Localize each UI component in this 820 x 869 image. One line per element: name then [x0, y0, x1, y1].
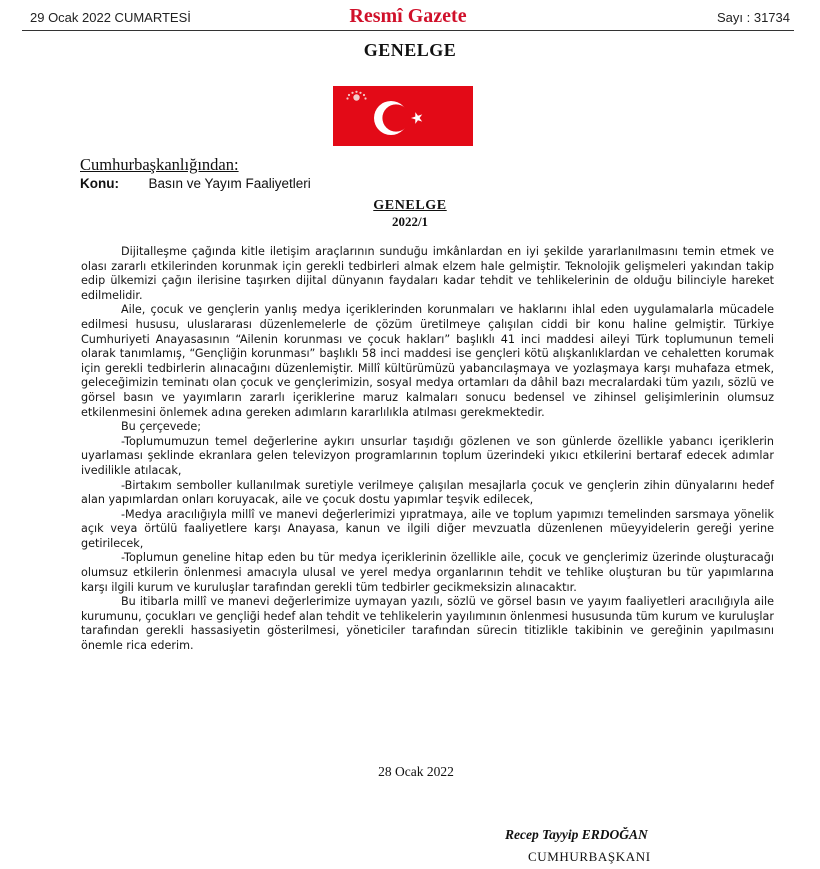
gazette-header [22, 4, 794, 28]
subject-line [80, 176, 311, 193]
paragraph: -Toplumumuzun temel değerlerine aykırı unsurlar taşıdığı gözlenen ve son günlerde özellikle yabancı içeriklerin uyarlaması şeklinde ekranlara gelen televizyon programlarının toplum üzerindeki yıkıcı etkilerini bertaraf edecek adımlar ivedilikle atılacak, [81, 434, 774, 477]
header-date: 29 Ocak 2022 CUMARTESİ [30, 10, 191, 25]
subject-label: Konu: [80, 176, 119, 191]
paragraph: Aile, çocuk ve gençlerin yanlış medya içeriklerinden korunmaları ve haklarını ihlal eden uygulamalarla mücadele edilmesi hususu, uluslararası düzenlemelerle de çözüm üretilmeye çalışılan ciddi bir konu haline gelmiştir. Türkiye Cumhuriyeti Anayasasının “Ailenin korunması ve çocuk hakları” başlıklı 41 inci maddesi aileyi Türk toplumunun temeli olarak tanımlamış, “Gençliğin korunması” başlıklı 58 inci maddesi ise gençleri kötü alışkanlıklardan ve cehaletten korumak için gerekli tedbirlerin alınacağını düzenlemiştir. Millî kültürümüzü yabancılaşmaya ve yozlaşmaya karşı muhafaza etmek, geleceğimizin teminatı olan çocuk ve gençlerimizin, sosyal medya ortamları da dâhil bazı mecralardaki tüm yazılı, sözlü ve görsel basın ve yayımların zararlı içeriklerine maruz kalmaları sonucu bedensel ve zihinsel gelişimlerinin olumsuz etkilenmesini önlemek adına gereken adımların kararlılıkla atılması gerekmektedir. [81, 303, 774, 419]
document-body [81, 245, 774, 654]
signer-title: CUMHURBAŞKANI [528, 849, 651, 864]
header-divider [22, 30, 794, 31]
subject-value: Basın ve Yayım Faaliyetleri [148, 176, 311, 191]
signature-date: 28 Ocak 2022 [378, 764, 454, 779]
issuer-line: Cumhurbaşkanlığından: [80, 155, 239, 174]
section-title: GENELGE [363, 40, 457, 60]
paragraph: Dijitalleşme çağında kitle iletişim araçlarının sunduğu imkânlardan en iyi şekilde yararlanılmasını temin etmek ve olası zararlı etkilerinden korunmak için gerekli tedbirleri almak elzem hale gelmiştir. Teknolojik gelişmeleri yakından takip edip ülkemizi çağın ilerisine taşırken dijital dünyanın faydaları kadar tehdit ve tehlikelerinin de olduğu bilinciyle hareket edilmelidir. [81, 245, 774, 302]
turkish-flag-icon [333, 86, 473, 146]
issue-number: Sayı : 31734 [717, 10, 790, 25]
document-heading: GENELGE [373, 198, 447, 213]
paragraph: -Toplumun geneline hitap eden bu tür medya içeriklerinin özellikle aile, çocuk ve gençlerimiz üzerinde oluşturacağı olumsuz etkilerin önlenmesi amacıyla ulusal ve yerel medya organlarının tehdit ve tehlike oluşturan bu tür yapımlarına karşı ilgili kurum ve kuruluşlar tarafından gerekli tüm tedbirler gecikmeksizin alınacaktır. [81, 551, 774, 594]
paragraph: -Birtakım semboller kullanılmak suretiyle verilmeye çalışılan mesajlarla çocuk ve gençlerin zihin dünyalarını hedef alan yapımlardan onları koruyacak, aile ve çocuk dostu yapımlar teşvik edilecek, [81, 478, 774, 507]
signer-name: Recep Tayyip ERDOĞAN [505, 827, 648, 842]
gazette-title: Resmî Gazete [349, 5, 467, 27]
paragraph: -Medya aracılığıyla millî ve manevi değerlerimizi yıpratmaya, aile ve toplum yapımızı temelinden sarsmaya yönelik açık veya örtülü faaliyetlere karşı Anayasa, kanun ve ilgili diğer mevzuatla düzenlenen müeyyidelerin gereği yerine getirilecek, [81, 507, 774, 550]
document-number: 2022/1 [391, 214, 429, 229]
paragraph: Bu çerçevede; [121, 420, 202, 434]
paragraph: Bu itibarla millî ve manevi değerlerimize uymayan yazılı, sözlü ve görsel basın ve yayım faaliyetleri aracılığıyla aile kurumunu, çocukları ve gençliği hedef alan tehdit ve tehlikelerin yayılımının önlenmesi hususunda tüm kurum ve kuruluşlar tarafından gerekli hassasiyetin gösterilmesi, yöneticiler tarafından sürecin titizlikle takibinin ve gereğinin yapılmasını önemle rica ederim. [81, 595, 774, 653]
